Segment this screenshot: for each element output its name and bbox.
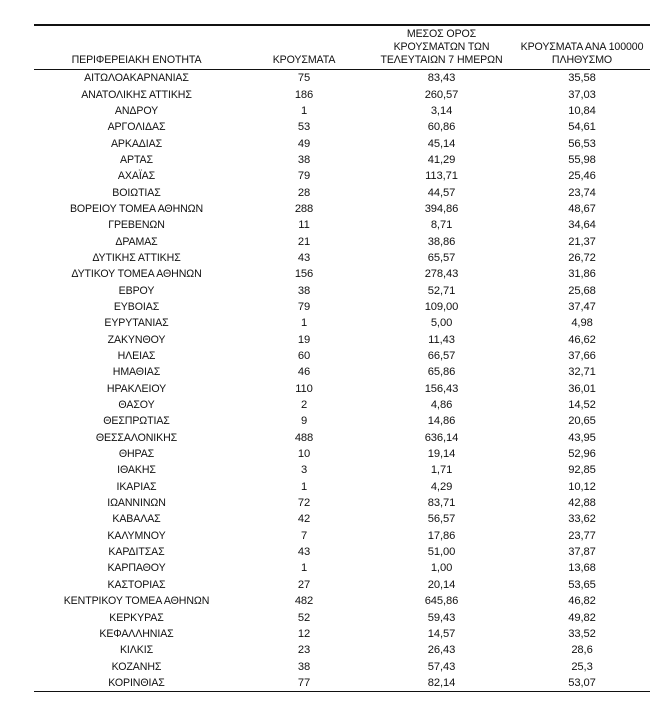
table-body bbox=[34, 70, 650, 692]
table-row bbox=[34, 675, 650, 692]
cell-region: ΕΥΒΟΙΑΣ bbox=[113, 300, 160, 313]
cell-cases: 10 bbox=[297, 448, 311, 461]
cell-region: ΚΑΡΠΑΘΟΥ bbox=[107, 562, 166, 575]
cell-cases: 49 bbox=[297, 137, 311, 150]
table-row bbox=[34, 70, 650, 87]
cell-per100k: 55,98 bbox=[568, 153, 596, 166]
cell-avg7: 44,57 bbox=[427, 186, 456, 199]
cell-avg7: 51,00 bbox=[427, 546, 456, 559]
cell-avg7: 65,57 bbox=[427, 251, 456, 264]
cell-per100k: 23,74 bbox=[568, 186, 596, 199]
cell-avg7: 4,29 bbox=[430, 480, 453, 493]
cell-cases: 77 bbox=[239, 675, 369, 692]
cell-cases: 72 bbox=[297, 497, 311, 510]
cell-avg7: 4,86 bbox=[430, 399, 453, 412]
cell-per100k: 31,86 bbox=[568, 268, 596, 281]
header-cases: ΚΡΟΥΣΜΑΤΑ bbox=[239, 26, 369, 70]
cell-avg7: 26,43 bbox=[427, 644, 456, 657]
table-row bbox=[34, 119, 650, 135]
cell-cases: 43 bbox=[297, 546, 311, 559]
cell-cases: 42 bbox=[297, 513, 311, 526]
header-avg7: ΜΕΣΟΣ ΟΡΟΣ ΚΡΟΥΣΜΑΤΩΝ ΤΩΝ ΤΕΛΕΥΤΑΙΩΝ 7 ΗΜΕΡΩΝ bbox=[369, 26, 514, 70]
table-row bbox=[34, 658, 650, 674]
table-row bbox=[34, 201, 650, 217]
table-row bbox=[34, 642, 650, 658]
cell-avg7: 3,14 bbox=[430, 104, 453, 117]
cell-per100k: 4,98 bbox=[571, 317, 593, 330]
cell-avg7: 20,14 bbox=[427, 578, 456, 591]
cell-region: ΙΘΑΚΗΣ bbox=[117, 464, 156, 477]
cell-cases: 38 bbox=[297, 284, 311, 297]
cell-region: ΒΟΡΕΙΟΥ ΤΟΜΕΑ ΑΘΗΝΩΝ bbox=[69, 202, 204, 215]
cell-region: ΚΕΝΤΡΙΚΟΥ ΤΟΜΕΑ ΑΘΗΝΩΝ bbox=[63, 595, 210, 608]
cell-region: ΚΕΡΚΥΡΑΣ bbox=[109, 611, 164, 624]
cell-cases: 75 bbox=[297, 72, 311, 85]
cell-cases: 60 bbox=[297, 350, 311, 363]
cell-per100k: 48,67 bbox=[568, 202, 596, 215]
table-row bbox=[34, 511, 650, 527]
cell-cases: 3 bbox=[300, 464, 308, 477]
cell-per100k: 23,77 bbox=[568, 529, 596, 542]
cell-region: ΔΥΤΙΚΟΥ ΤΟΜΕΑ ΑΘΗΝΩΝ bbox=[71, 268, 202, 281]
cell-avg7: 5,00 bbox=[430, 317, 453, 330]
cell-region: ΘΑΣΟΥ bbox=[118, 399, 155, 412]
cell-region: ΚΑΒΑΛΑΣ bbox=[112, 513, 161, 526]
cell-avg7: 41,29 bbox=[427, 153, 456, 166]
cell-per100k: 36,01 bbox=[568, 382, 596, 395]
cell-per100k: 21,37 bbox=[568, 235, 596, 248]
cell-avg7: 83,71 bbox=[427, 497, 456, 510]
table-row bbox=[34, 266, 650, 282]
cell-per100k: 49,82 bbox=[568, 611, 596, 624]
header-region: ΠΕΡΙΦΕΡΕΙΑΚΗ ΕΝΟΤΗΤΑ bbox=[34, 26, 239, 70]
table-row bbox=[34, 560, 650, 576]
table-header bbox=[34, 25, 650, 70]
cell-avg7: 109,00 bbox=[424, 300, 459, 313]
cell-region: ΑΝΑΤΟΛΙΚΗΣ ΑΤΤΙΚΗΣ bbox=[81, 88, 192, 101]
cell-per100k: 25,46 bbox=[568, 170, 596, 183]
table-row bbox=[34, 626, 650, 642]
cell-cases: 27 bbox=[297, 578, 311, 591]
cell-region: ΘΕΣΠΡΩΤΙΑΣ bbox=[103, 415, 170, 428]
cell-cases: 1 bbox=[300, 104, 308, 117]
cell-region: ΚΕΦΑΛΛΗΝΙΑΣ bbox=[99, 627, 174, 640]
cell-per100k: 13,68 bbox=[568, 562, 596, 575]
cell-avg7: 83,43 bbox=[427, 72, 456, 85]
cell-region: ΔΥΤΙΚΗΣ ΑΤΤΙΚΗΣ bbox=[92, 251, 181, 264]
table-row bbox=[34, 315, 650, 331]
table-row bbox=[34, 299, 650, 315]
cell-region: ΙΚΑΡΙΑΣ bbox=[116, 480, 157, 493]
cell-per100k: 25,68 bbox=[568, 284, 596, 297]
regional-cases-table bbox=[34, 24, 650, 692]
table-row bbox=[34, 364, 650, 380]
cell-region: ΚΟΡΙΝΘΙΑΣ bbox=[34, 675, 239, 692]
table-row bbox=[34, 282, 650, 298]
cell-avg7: 19,14 bbox=[427, 448, 456, 461]
cell-cases: 79 bbox=[297, 300, 311, 313]
table-row bbox=[34, 609, 650, 625]
cell-cases: 38 bbox=[297, 660, 311, 673]
cell-per100k: 37,66 bbox=[568, 350, 596, 363]
cell-per100k: 37,47 bbox=[568, 300, 596, 313]
cell-region: ΕΒΡΟΥ bbox=[118, 284, 155, 297]
cell-avg7: 52,71 bbox=[427, 284, 456, 297]
cell-per100k: 14,52 bbox=[568, 399, 596, 412]
cell-per100k: 33,62 bbox=[568, 513, 596, 526]
cell-avg7: 260,57 bbox=[424, 88, 459, 101]
cell-cases: 156 bbox=[294, 268, 314, 281]
cell-cases: 43 bbox=[297, 251, 311, 264]
cell-per100k: 34,64 bbox=[568, 219, 596, 232]
cell-region: ΑΡΚΑΔΙΑΣ bbox=[110, 137, 163, 150]
cell-per100k: 26,72 bbox=[568, 251, 596, 264]
cell-per100k: 53,07 bbox=[514, 675, 650, 692]
cell-per100k: 25,3 bbox=[571, 660, 593, 673]
header-per100k: ΚΡΟΥΣΜΑΤΑ ΑΝΑ 100000 ΠΛΗΘΥΣΜΟ bbox=[514, 26, 650, 70]
table-row bbox=[34, 86, 650, 102]
cell-region: ΖΑΚΥΝΘΟΥ bbox=[107, 333, 166, 346]
cell-cases: 23 bbox=[297, 644, 311, 657]
cell-avg7: 394,86 bbox=[424, 202, 459, 215]
cell-avg7: 14,86 bbox=[427, 415, 456, 428]
table-row bbox=[34, 413, 650, 429]
cell-region: ΓΡΕΒΕΝΩΝ bbox=[108, 219, 165, 232]
cell-cases: 79 bbox=[297, 170, 311, 183]
cell-region: ΕΥΡΥΤΑΝΙΑΣ bbox=[104, 317, 169, 330]
cell-per100k: 42,88 bbox=[568, 497, 596, 510]
cell-region: ΘΗΡΑΣ bbox=[118, 448, 155, 461]
cell-cases: 186 bbox=[294, 88, 314, 101]
cell-avg7: 59,43 bbox=[427, 611, 456, 624]
cell-avg7: 14,57 bbox=[427, 627, 456, 640]
cell-region: ΚΟΖΑΝΗΣ bbox=[111, 660, 162, 673]
cell-per100k: 43,95 bbox=[568, 431, 596, 444]
cell-avg7: 66,57 bbox=[427, 350, 456, 363]
table-row bbox=[34, 577, 650, 593]
cell-region: ΚΑΡΔΙΤΣΑΣ bbox=[108, 546, 165, 559]
table-row bbox=[34, 479, 650, 495]
cell-per100k: 33,52 bbox=[568, 627, 596, 640]
table-row bbox=[34, 168, 650, 184]
cell-cases: 28 bbox=[297, 186, 311, 199]
cell-avg7: 57,43 bbox=[427, 660, 456, 673]
cell-per100k: 32,71 bbox=[568, 366, 596, 379]
cell-cases: 7 bbox=[300, 529, 308, 542]
table-row bbox=[34, 397, 650, 413]
cell-cases: 19 bbox=[297, 333, 311, 346]
cell-region: ΚΑΛΥΜΝΟΥ bbox=[107, 529, 166, 542]
table-row bbox=[34, 381, 650, 397]
table-row bbox=[34, 446, 650, 462]
cell-region: ΚΙΛΚΙΣ bbox=[119, 644, 154, 657]
cell-region: ΑΝΔΡΟΥ bbox=[114, 104, 159, 117]
cell-cases: 11 bbox=[298, 219, 310, 232]
cell-cases: 2 bbox=[300, 399, 308, 412]
cell-per100k: 35,58 bbox=[568, 72, 596, 85]
cell-cases: 21 bbox=[297, 235, 311, 248]
cell-avg7: 645,86 bbox=[424, 595, 459, 608]
cell-per100k: 28,6 bbox=[571, 644, 593, 657]
cell-cases: 288 bbox=[294, 202, 314, 215]
cell-per100k: 46,82 bbox=[568, 595, 596, 608]
table-row bbox=[34, 332, 650, 348]
cell-cases: 9 bbox=[300, 415, 308, 428]
cell-region: ΑΡΤΑΣ bbox=[120, 153, 153, 166]
cell-cases: 12 bbox=[297, 627, 311, 640]
cell-avg7: 11,43 bbox=[428, 333, 455, 346]
cell-avg7: 56,57 bbox=[427, 513, 456, 526]
cell-cases: 1 bbox=[300, 317, 308, 330]
table-row bbox=[34, 462, 650, 478]
cell-region: ΗΡΑΚΛΕΙΟΥ bbox=[106, 382, 167, 395]
cell-cases: 38 bbox=[297, 153, 311, 166]
table-row bbox=[34, 528, 650, 544]
table-row bbox=[34, 430, 650, 446]
cell-region: ΑΡΓΟΛΙΔΑΣ bbox=[107, 121, 166, 134]
cell-region: ΚΑΣΤΟΡΙΑΣ bbox=[107, 578, 166, 591]
cell-region: ΒΟΙΩΤΙΑΣ bbox=[112, 186, 161, 199]
cell-cases: 53 bbox=[297, 121, 311, 134]
cell-region: ΑΧΑΪΑΣ bbox=[117, 170, 156, 183]
cell-region: ΗΜΑΘΙΑΣ bbox=[112, 366, 161, 379]
cell-region: ΗΛΕΙΑΣ bbox=[117, 350, 156, 363]
cell-per100k: 20,65 bbox=[568, 415, 596, 428]
cell-per100k: 92,85 bbox=[568, 464, 596, 477]
cell-cases: 482 bbox=[294, 595, 314, 608]
cell-per100k: 46,62 bbox=[568, 333, 596, 346]
table-row bbox=[34, 103, 650, 119]
table-row bbox=[34, 233, 650, 249]
cell-cases: 52 bbox=[297, 611, 311, 624]
cell-avg7: 636,14 bbox=[424, 431, 459, 444]
cell-avg7: 1,00 bbox=[430, 562, 453, 575]
cell-per100k: 52,96 bbox=[568, 448, 596, 461]
cell-avg7: 156,43 bbox=[424, 382, 459, 395]
cell-avg7: 38,86 bbox=[427, 235, 456, 248]
cell-cases: 46 bbox=[297, 366, 311, 379]
table-row bbox=[34, 184, 650, 200]
table-row bbox=[34, 544, 650, 560]
table-row bbox=[34, 593, 650, 609]
cell-avg7: 278,43 bbox=[424, 268, 459, 281]
cell-per100k: 53,65 bbox=[568, 578, 596, 591]
cell-per100k: 10,12 bbox=[568, 480, 596, 493]
cell-avg7: 60,86 bbox=[427, 121, 456, 134]
table-row bbox=[34, 217, 650, 233]
table-row bbox=[34, 152, 650, 168]
cell-avg7: 17,86 bbox=[427, 529, 456, 542]
cell-per100k: 10,84 bbox=[568, 104, 596, 117]
cell-avg7: 45,14 bbox=[427, 137, 456, 150]
cell-region: ΙΩΑΝΝΙΝΩΝ bbox=[107, 497, 166, 510]
cell-avg7: 82,14 bbox=[369, 675, 514, 692]
cell-per100k: 37,03 bbox=[568, 88, 596, 101]
cell-region: ΘΕΣΣΑΛΟΝΙΚΗΣ bbox=[95, 431, 178, 444]
cell-avg7: 113,71 bbox=[425, 170, 458, 183]
cell-avg7: 65,86 bbox=[427, 366, 456, 379]
cell-cases: 1 bbox=[300, 480, 308, 493]
table-row bbox=[34, 135, 650, 151]
cell-avg7: 8,71 bbox=[430, 219, 453, 232]
cell-region: ΑΙΤΩΛΟΑΚΑΡΝΑΝΙΑΣ bbox=[84, 72, 189, 85]
cell-cases: 488 bbox=[294, 431, 314, 444]
cell-cases: 110 bbox=[295, 382, 313, 395]
cell-cases: 1 bbox=[300, 562, 308, 575]
cell-per100k: 37,87 bbox=[568, 546, 596, 559]
table-row bbox=[34, 348, 650, 364]
table-row bbox=[34, 495, 650, 511]
cell-per100k: 54,61 bbox=[568, 121, 596, 134]
cell-region: ΔΡΑΜΑΣ bbox=[115, 235, 158, 248]
cell-avg7: 1,71 bbox=[430, 464, 453, 477]
table-row bbox=[34, 250, 650, 266]
cell-per100k: 56,53 bbox=[568, 137, 596, 150]
